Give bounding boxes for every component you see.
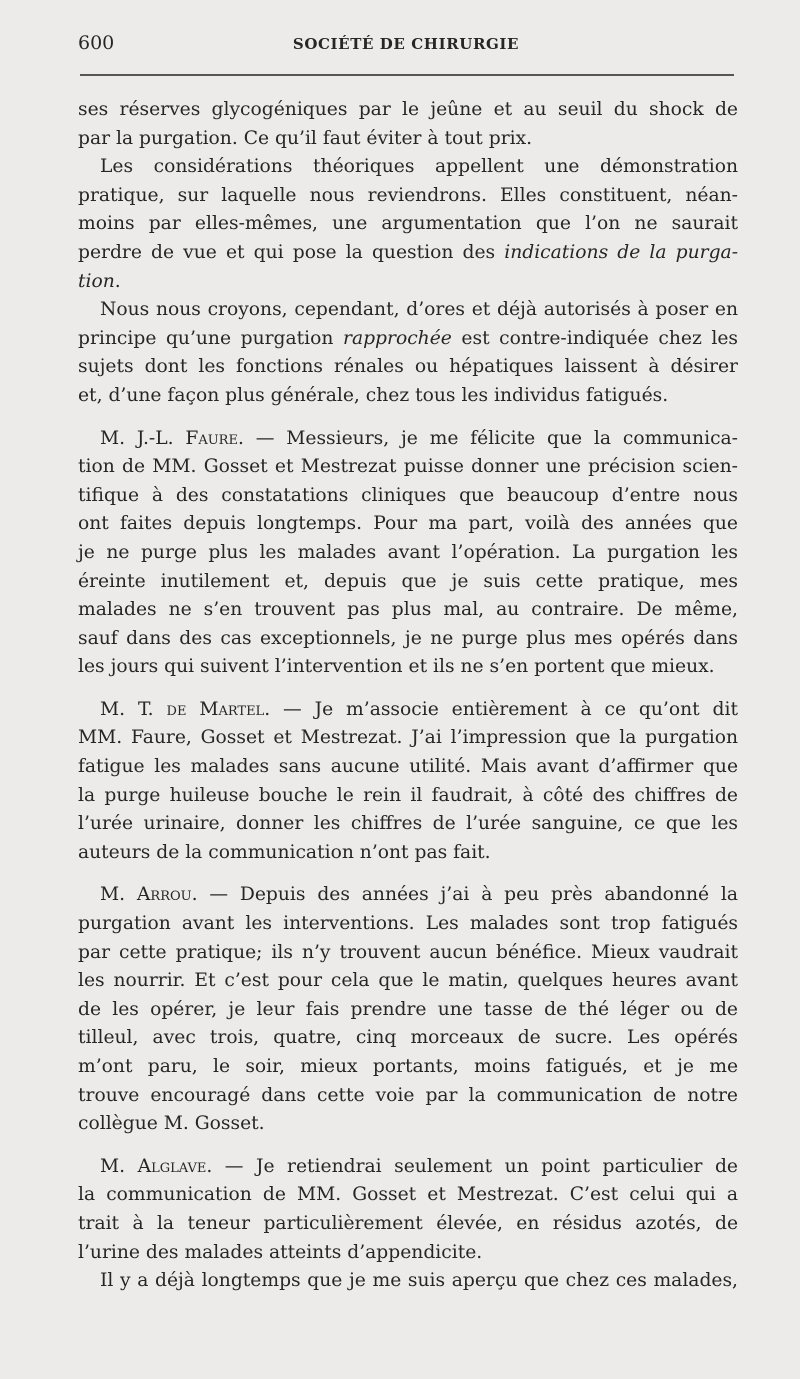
paragraph [78, 296, 738, 410]
text-line: sujets dont les fonctions rénales ou hépatiques laissent à désirer [78, 356, 738, 378]
speaker-name: de Martel. [166, 698, 271, 720]
paragraph-gap [78, 1139, 738, 1153]
text-line: l’urine des malades atteints d’appendicite. [78, 1241, 483, 1263]
italic-text: rapprochée [343, 327, 452, 349]
body-text [78, 96, 738, 1296]
paragraph [78, 96, 738, 153]
italic-text: tion [78, 270, 115, 292]
speaker-paragraph-arrou [78, 881, 738, 1138]
text-line [78, 268, 738, 297]
text-span: — Je retiendrai seulement un point particulier de [212, 1155, 738, 1177]
text-line: trait à la teneur particulièrement élevée, en résidus azotés, de [78, 1212, 738, 1234]
speaker-name: Arrou. [136, 884, 198, 906]
text-line: les nourrir. Et c’est pour cela que le matin, quelques heures avant [78, 970, 738, 992]
speaker-prefix: M. T. [100, 698, 167, 720]
text-line: l’urée urinaire, donner les chiffres de l’urée sanguine, ce que les [78, 813, 738, 835]
speaker-paragraph-alglave [78, 1153, 738, 1296]
page-header [78, 32, 734, 62]
text-line: Il y a déjà longtemps que je me suis aperçu que chez ces malades, [100, 1270, 738, 1292]
text-span: principe qu’une purgation [78, 327, 344, 349]
text-line: trouve encouragé dans cette voie par la communication de notre [78, 1084, 738, 1106]
text-line: auteurs de la communication n’ont pas fait. [78, 841, 491, 863]
text-line: je ne purge plus les malades avant l’opération. La purgation les [78, 541, 738, 563]
text-line [78, 239, 738, 268]
text-line: tilleul, avec trois, quatre, cinq morceaux de sucre. Les opérés [78, 1027, 738, 1049]
paragraph-gap [78, 867, 738, 881]
text-line: la communication de MM. Gosset et Mestrezat. C’est celui qui a [78, 1184, 738, 1206]
text-line: par la purgation. Ce qu’il faut éviter à tout prix. [78, 127, 533, 149]
text-line: Nous nous croyons, cependant, d’ores et déjà autorisés à poser en [100, 299, 738, 321]
paragraph [78, 153, 738, 296]
speaker-prefix: M. [100, 1155, 138, 1177]
speaker-name: Faure. [185, 427, 244, 449]
text-span: — Je m’associe entièrement à ce qu’ont dit [270, 698, 738, 720]
text-line: éreinte inutilement et, depuis que je suis cette pratique, mes [78, 570, 738, 592]
text-line: Les considérations théoriques appellent une démonstration [100, 156, 738, 178]
text-span: perdre de vue et qui pose la question des [78, 241, 505, 263]
text-line: m’ont paru, le soir, mieux portants, moins fatigués, et je me [78, 1056, 738, 1077]
text-span: est contre-indiquée chez les [451, 327, 738, 349]
italic-text: indications de la purga- [504, 241, 739, 263]
text-line: de les opérer, je leur fais prendre une tasse de thé léger ou de [78, 998, 738, 1020]
text-line: ses réserves glycogéniques par le jeûne et au seuil du shock de [78, 99, 738, 120]
text-line: sauf dans des cas exceptionnels, je ne purge plus mes opérés dans [78, 627, 738, 649]
paragraph-gap [78, 411, 738, 425]
text-line [78, 881, 738, 910]
text-line: ont faites depuis longtemps. Pour ma part, voilà des années que [78, 513, 738, 535]
speaker-prefix: M. [100, 884, 137, 906]
text-line [78, 325, 738, 354]
text-line: pratique, sur laquelle nous reviendrons. Elles constituent, néan- [78, 184, 738, 206]
text-line: par cette pratique; ils n’y trouvent aucun bénéfice. Mieux vaudrait [78, 941, 738, 963]
text-span: — Depuis des années j’ai à peu près abandonné la [197, 884, 738, 906]
speaker-paragraph-martel [78, 696, 738, 868]
text-line: collègue M. Gosset. [78, 1113, 265, 1135]
speaker-prefix: M. J.-L. [100, 427, 186, 449]
text-line [78, 696, 738, 725]
text-line: MM. Faure, Gosset et Mestrezat. J’ai l’impression que la purgation [78, 727, 738, 749]
speaker-paragraph-faure [78, 425, 738, 682]
running-title: SOCIÉTÉ DE CHIRURGIE [292, 35, 520, 53]
text-line [78, 425, 738, 454]
text-line: tifique à des constatations cliniques que beaucoup d’entre nous [78, 484, 738, 506]
text-line: tion de MM. Gosset et Mestrezat puisse donner une précision scien- [78, 456, 738, 478]
text-span: — Messieurs, je me félicite que la communica- [243, 427, 738, 449]
text-line: malades ne s’en trouvent pas plus mal, au contraire. De même, [78, 599, 738, 621]
text-line: moins par elles-mêmes, une argumentation que l’on ne saurait [78, 213, 738, 235]
text-line: purgation avant les interventions. Les malades sont trop fatigués [78, 913, 738, 935]
text-line [78, 1153, 738, 1182]
header-rule [80, 74, 734, 76]
text-line: la purge huileuse bouche le rein il faudrait, à côté des chiffres de [78, 784, 738, 806]
speaker-name: Alglave. [137, 1155, 213, 1177]
paragraph-gap [78, 682, 738, 696]
page-number: 600 [78, 32, 115, 54]
text-span: . [114, 270, 121, 292]
text-line: et, d’une façon plus générale, chez tous les individus fatigués. [78, 384, 669, 406]
text-line: les jours qui suivent l’intervention et ils ne s’en portent que mieux. [78, 656, 715, 678]
text-line: fatigue les malades sans aucune utilité. Mais avant d’affirmer que [78, 756, 738, 778]
